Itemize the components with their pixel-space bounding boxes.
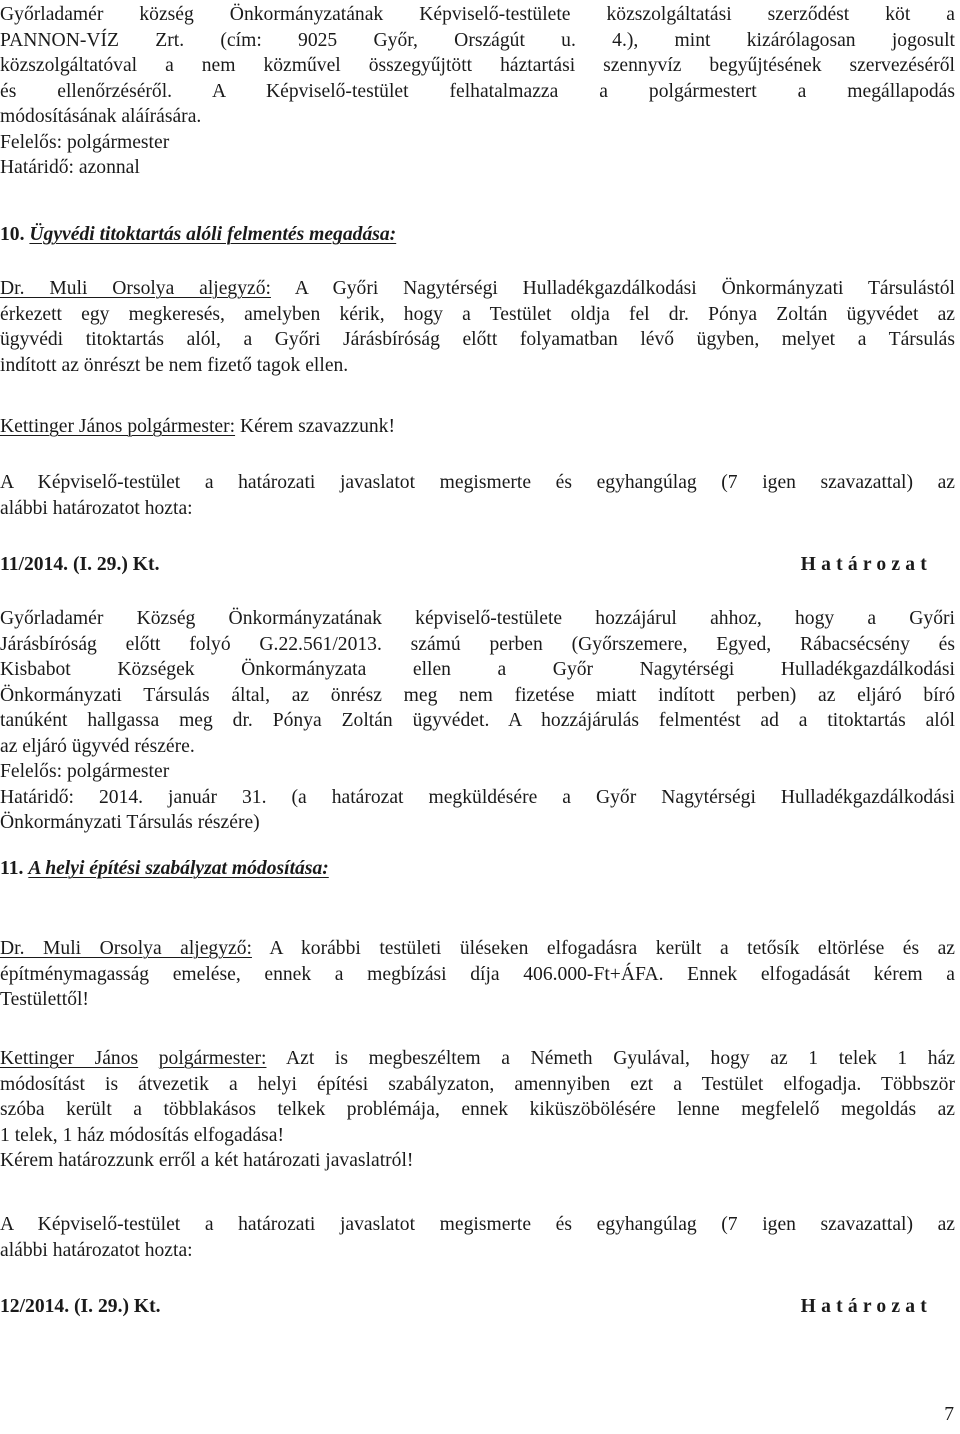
text-line: az eljáró ügyvéd részére. xyxy=(0,735,195,757)
text-line: ügyvédi titoktartás alól, a Győri Járásbíróság előtt folyamatban lévő ügyben, melyet a Társulás xyxy=(0,329,955,350)
resolution-number: 12/2014. (I. 29.) Kt. xyxy=(0,1296,161,1317)
page-number: 7 xyxy=(944,1404,954,1425)
deadline-line: Határidő: azonnal xyxy=(0,157,140,178)
text-line: szóba került a többlakásos telkek problémája, ennek kiküszöbölésére lenne megfelelő megoldás az xyxy=(0,1099,955,1120)
text-line: Dr. Muli Orsolya aljegyző: A Győri Nagytérségi Hulladékgazdálkodási Önkormányzati Társulástól xyxy=(0,278,956,299)
section-11-vote xyxy=(0,1212,955,1263)
resolution-label: Határozat xyxy=(800,554,932,575)
text-line: Önkormányzati Társulás által, az önrész meg nem fizetése miatt indított perben) az eljáró bíró xyxy=(0,684,955,706)
text-line: Önkormányzati Társulás részére) xyxy=(0,812,260,833)
section-number: 10. xyxy=(0,224,25,245)
section-number: 11. xyxy=(0,858,24,879)
text-line: 1 telek, 1 ház módosítás elfogadása! xyxy=(0,1124,285,1146)
text-line: indított az önrészt be nem fizető tagok ellen. xyxy=(0,354,349,376)
text-line: Kérem határozzunk erről a két határozati javaslatról! xyxy=(0,1150,414,1171)
text-line: és ellenőrzéséről. A Képviselő-testület felhatalmazza a polgármestert a megállapodás xyxy=(0,80,955,102)
section-10-heading xyxy=(0,222,955,248)
text-line: Győrladamér Község Önkormányzatának képviselő-testülete hozzájárul ahhoz, hogy a Győri xyxy=(0,608,955,629)
text-line: Győrladamér község Önkormányzatának Képviselő-testülete közszolgáltatási szerződést köt a xyxy=(0,4,955,25)
text-line: építménymagasság emelése, ennek a megbízási díja 406.000-Ft+ÁFA. Ennek elfogadását kérem a xyxy=(0,963,955,985)
text-line: tanúként hallgassa meg dr. Pónya Zoltán ügyvédet. A hozzájárulás felmentést ad a titoktartás alól xyxy=(0,710,955,731)
section-10-speech-polgarmester xyxy=(0,414,955,440)
section-11-speech-polgarmester xyxy=(0,1046,955,1174)
text-line: módosítást is átvezetik a helyi építési szabályzaton, amennyiben ezt a Testület elfogadja. Többször xyxy=(0,1073,955,1095)
text-line: Dr. Muli Orsolya aljegyző: A korábbi testületi üléseken elfogadásra került a tetősík eltörlése és az xyxy=(0,938,955,959)
text-line: alábbi határozatot hozta: xyxy=(0,497,193,519)
resolution-11-body xyxy=(0,606,955,836)
intro-paragraph xyxy=(0,2,955,181)
text-line: Járásbíróság előtt folyó G.22.561/2013. számú perben (Győrszemere, Egyed, Rábacsécsény és xyxy=(0,633,955,655)
resolution-number: 11/2014. (I. 29.) Kt. xyxy=(0,554,160,575)
section-10-vote xyxy=(0,470,955,521)
text-line: érkezett egy megkeresés, amelyben kérik, hogy a Testület oldja fel dr. Pónya Zoltán ügyvédet az xyxy=(0,303,955,325)
section-10-speech-aljegyzo xyxy=(0,276,955,378)
speaker-name: Kettinger János polgármester: xyxy=(0,416,236,437)
text-line: A Képviselő-testület a határozati javaslatot megismerte és egyhangúlag (7 igen szavazattal) az xyxy=(0,1214,955,1235)
text-line: alábbi határozatot hozta: xyxy=(0,1239,193,1261)
text-line: Testülettől! xyxy=(0,989,89,1010)
deadline-line: Határidő: 2014. január 31. (a határozat megküldésére a Győr Nagytérségi Hulladékgazdálkodási xyxy=(0,786,955,808)
section-title: Ügyvédi titoktartás alóli felmentés megadása: xyxy=(29,224,397,245)
text-line: módosításának aláírására. xyxy=(0,106,202,127)
text-line: közszolgáltatóval a nem közművel összegyűjtött háztartási szennyvíz begyűjtésének szervezéséről xyxy=(0,55,955,76)
text-line: A Képviselő-testület a határozati javaslatot megismerte és egyhangúlag (7 igen szavazattal) az xyxy=(0,472,955,493)
speaker-name: Dr. Muli Orsolya aljegyző: xyxy=(0,938,252,959)
speaker-name: Kettinger János xyxy=(0,1048,139,1069)
responsible-line: Felelős: polgármester xyxy=(0,131,170,153)
section-11-heading xyxy=(0,856,955,882)
section-11-speech-aljegyzo xyxy=(0,936,955,1013)
text-line: Kisbabot Községek Önkormányzata ellen a Győr Nagytérségi Hulladékgazdálkodási xyxy=(0,659,955,680)
text-line: Kettinger János polgármester: Kérem szavazzunk! xyxy=(0,416,395,437)
speaker-title: polgármester: xyxy=(158,1048,267,1069)
responsible-line: Felelős: polgármester xyxy=(0,761,170,782)
resolution-label: Határozat xyxy=(800,1296,932,1317)
section-title: A helyi építési szabályzat módosítása: xyxy=(28,858,329,879)
text-line: PANNON-VÍZ Zrt. (cím: 9025 Győr, Országút u. 4.), mint kizárólagosan jogosult xyxy=(0,29,955,51)
text-line: Kettinger János polgármester: Azt is megbeszéltem a Németh Gyulával, hogy az 1 telek 1 ház xyxy=(0,1048,955,1069)
speaker-name: Dr. Muli Orsolya aljegyző: xyxy=(0,278,271,299)
